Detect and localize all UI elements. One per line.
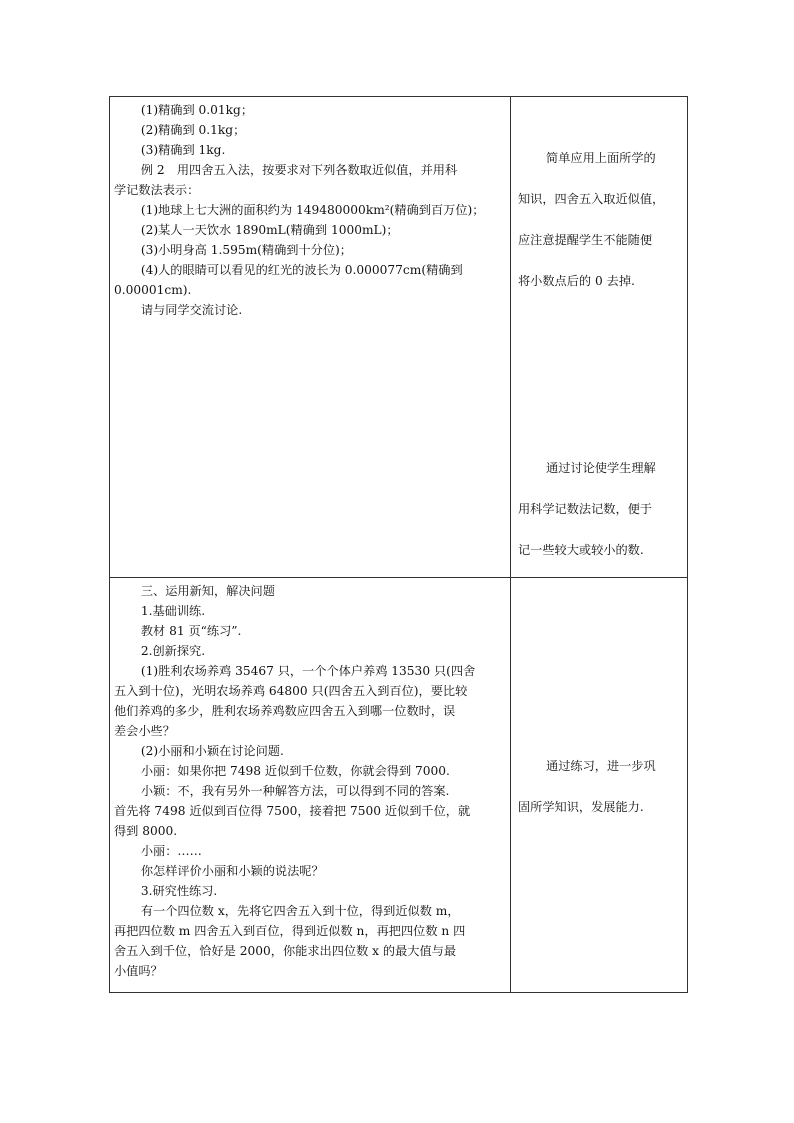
lesson-plan-table	[109, 96, 688, 993]
teaching-note-practice	[511, 746, 687, 828]
text-line: (2)某人一天饮水 1890mL(精确到 1000mL)；	[140, 223, 399, 237]
note-line: 固所学知识，发展能力.	[518, 800, 644, 814]
text-line: 2.创新探究.	[140, 644, 206, 658]
text-line: 舍五入到千位，恰好是 2000，你能求出四位数 x 的最大值与最	[114, 944, 457, 958]
note-line: 应注意提醒学生不能随便	[518, 233, 653, 247]
practice-text	[110, 578, 510, 981]
text-line: 五入到十位)，光明农场养鸡 64800 只(四舍五入到百位)，要比较	[114, 684, 468, 698]
text-line: 他们养鸡的多少，胜利农场养鸡数应四舍五入到哪一位数时，误	[114, 704, 456, 718]
text-line: 1.基础训练.	[140, 604, 206, 618]
text-line: (3)小明身高 1.595m(精确到十分位)；	[140, 243, 352, 257]
content-cell-practice	[110, 578, 511, 993]
content-cell-examples	[110, 97, 511, 578]
teaching-note-rounding	[511, 138, 687, 302]
note-line: 记一些较大或较小的数.	[518, 543, 644, 557]
note-line: 将小数点后的 0 去掉.	[518, 274, 635, 288]
text-line: 再把四位数 m 四舍五入到百位，得到近似数 n，再把四位数 n 四	[114, 924, 466, 938]
text-line: (2)精确到 0.1kg；	[140, 123, 246, 137]
text-line: 你怎样评价小丽和小颖的说法呢？	[140, 864, 324, 878]
text-line: (1)地球上七大洲的面积约为 149480000km²(精确到百万位)；	[140, 203, 485, 217]
text-line: 小丽：如果你把 7498 近似到千位数，你就会得到 7000.	[140, 764, 450, 778]
note-line: 通过练习，进一步巩	[546, 759, 656, 773]
text-line: 例 2 用四舍五入法，按要求对下列各数取近似值，并用科	[140, 163, 458, 177]
text-line: 小值吗？	[114, 964, 163, 978]
text-line: 0.00001cm).	[114, 283, 192, 297]
note-line: 简单应用上面所学的	[546, 151, 656, 165]
text-line: 三、运用新知，解决问题	[140, 584, 275, 598]
text-line: 小丽：……	[140, 844, 202, 858]
table-row	[110, 97, 688, 578]
note-line: 知识，四舍五入取近似值，	[518, 192, 665, 206]
note-line: 通过讨论使学生理解	[546, 461, 656, 475]
text-line: (3)精确到 1kg.	[140, 143, 226, 157]
text-line: (2)小丽和小颖在讨论问题.	[140, 744, 284, 758]
text-line: 3.研究性练习.	[140, 884, 218, 898]
text-line: 学记数法表示：	[114, 183, 200, 197]
text-line: 请与同学交流讨论.	[140, 303, 243, 317]
text-line: 小颖：不，我有另外一种解答方法，可以得到不同的答案.	[140, 784, 450, 798]
note-line: 用科学记数法记数，便于	[518, 502, 653, 516]
text-line: 有一个四位数 x，先将它四舍五入到十位，得到近似数 m，	[140, 904, 460, 918]
text-line: (1)精确到 0.01kg；	[140, 103, 254, 117]
table-row	[110, 578, 688, 993]
teaching-note-scientific-notation	[511, 448, 687, 571]
note-cell-examples	[511, 97, 688, 578]
examples-text	[110, 97, 510, 320]
note-cell-practice	[511, 578, 688, 993]
text-line: 得到 8000.	[114, 824, 178, 838]
text-line: (1)胜利农场养鸡 35467 只，一个个体户养鸡 13530 只(四舍	[140, 664, 476, 678]
text-line: 教材 81 页“练习”.	[140, 624, 242, 638]
text-line: 差会小些？	[114, 724, 175, 738]
text-line: (4)人的眼睛可以看见的红光的波长为 0.000077cm(精确到	[140, 263, 463, 277]
text-line: 首先将 7498 近似到百位得 7500，接着把 7500 近似到千位，就	[114, 804, 471, 818]
